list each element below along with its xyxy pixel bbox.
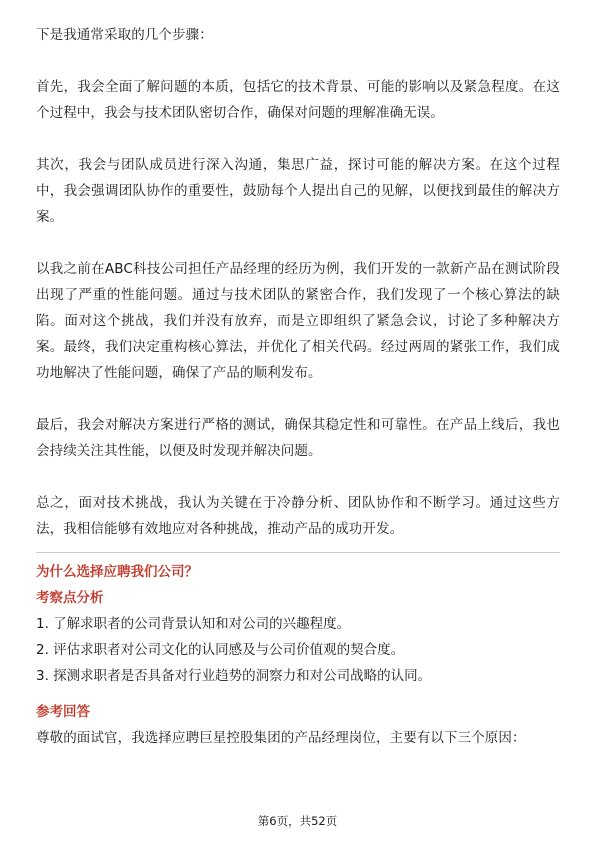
- intro-text: 下是我通常采取的几个步骤：: [36, 27, 213, 43]
- analysis-item-3: 3. 探测求职者是否具备对行业趋势的洞察力和对公司战略的认同。: [36, 668, 432, 684]
- answer-title: 参考回答: [36, 704, 90, 720]
- section-divider: [36, 552, 560, 553]
- analysis-item-1: 1. 了解求职者的公司背景认知和对公司的兴趣程度。: [36, 616, 351, 632]
- paragraph-1: 首先，我会全面了解问题的本质，包括它的技术背景、可能的影响以及紧急程度。在这个过程中，我会与技术团队密切合作，确保对问题的理解准确无误。: [36, 79, 560, 121]
- page-number: 第6页，共52页: [257, 814, 338, 828]
- analysis-title: 考察点分析: [36, 590, 104, 606]
- answer-text: 尊敬的面试官，我选择应聘巨星控股集团的产品经理岗位，主要有以下三个原因：: [36, 730, 526, 746]
- paragraph-2: 其次，我会与团队成员进行深入沟通，集思广益，探讨可能的解决方案。在这个过程中，我会强调团队协作的重要性，鼓励每个人提出自己的见解，以便找到最佳的解决方案。: [36, 157, 560, 225]
- question-title: 为什么选择应聘我们公司？: [36, 564, 198, 580]
- analysis-item-2: 2. 评估求职者对公司文化的认同感及与公司价值观的契合度。: [36, 642, 405, 658]
- paragraph-5: 总之，面对技术挑战，我认为关键在于冷静分析、团队协作和不断学习。通过这些方法，我相信能够有效地应对各种挑战，推动产品的成功开发。: [36, 495, 560, 537]
- paragraph-3: 以我之前在ABC科技公司担任产品经理的经历为例，我们开发的一款新产品在测试阶段出现了严重的性能问题。通过与技术团队的紧密合作，我们发现了一个核心算法的缺陷。面对这个挑战，我们并没有放弃，而是立即组织了紧急会议，讨论了多种解决方案。最终，我们决定重构核心算法，并优化了相关代码。经过两周的紧张工作，我们成功地解决了性能问题，确保了产品的顺利发布。: [36, 261, 560, 381]
- paragraph-4: 最后，我会对解决方案进行严格的测试，确保其稳定性和可靠性。在产品上线后，我也会持续关注其性能，以便及时发现并解决问题。: [36, 417, 560, 459]
- document-page: [36, 22, 560, 751]
